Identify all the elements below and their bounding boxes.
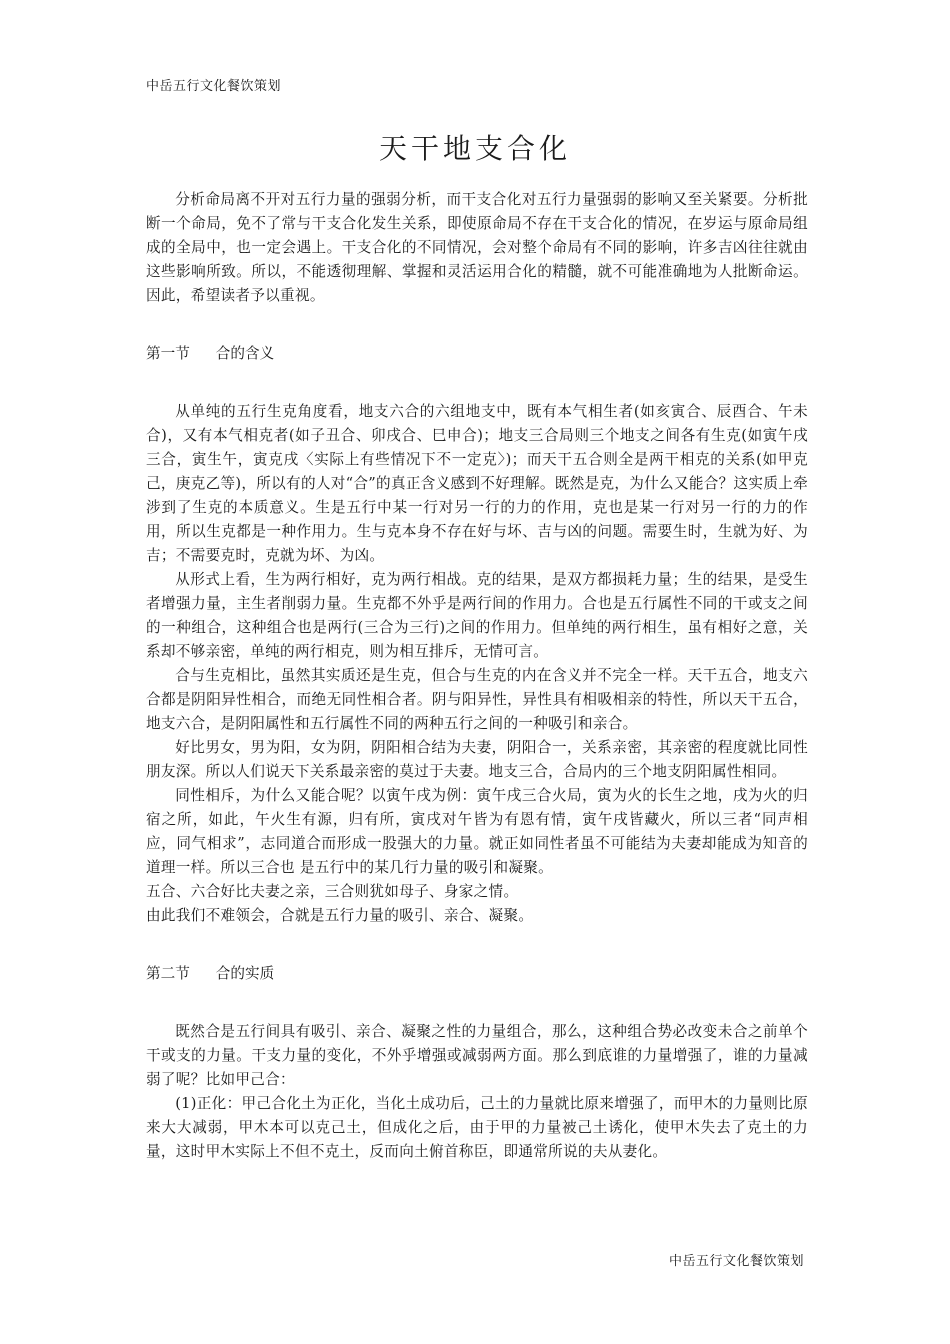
section-1-heading <box>146 342 808 366</box>
paragraph: 从单纯的五行生克角度看，地支六合的六组地支中，既有本气相生者(如亥寅合、辰酉合、午未合)，又有本气相克者(如子丑合、卯戌合、巳申合)；地支三合局则三个地支之间各有生克(如寅午戌三合，寅生午，寅克戌〈实际上有些情况下不一定克〉)；而天干五合则全是两干相克的关系(如甲克己，庚克乙等)，所以有的人对“合”的真正含义感到不好理解。既然是克，为什么又能合？这实质上牵涉到了生克的本质意义。生是五行中某一行对另一行的力的作用，克也是某一行对另一行的力的作用，所以生克都是一种作用力。生与克本身不存在好与坏、吉与凶的问题。需要生时，生就为好、为吉；不需要克时，克就为坏、为凶。 <box>146 403 808 564</box>
document-title: 天干地支合化 <box>378 131 571 165</box>
section-2-number: 第二节 <box>146 965 190 982</box>
paragraph: 合与生克相比，虽然其实质还是生克，但合与生克的内在含义并不完全一样。天干五合，地支六合都是阴阳异性相合，而绝无同性相合者。阴与阳异性，异性具有相吸相亲的特性，所以天干五合，地支六合，是阴阳属性和五行属性不同的两种五行之间的一种吸引和亲合。 <box>146 667 808 732</box>
page-footer: 中岳五行文化餐饮策划 <box>668 1254 804 1269</box>
paragraph: 既然合是五行间具有吸引、亲合、凝聚之性的力量组合，那么，这种组合势必改变未合之前单个干或支的力量。干支力量的变化，不外乎增强或减弱两方面。那么到底谁的力量增强了，谁的力量减弱了呢？比如甲己合： <box>146 1023 808 1088</box>
section-1-body <box>146 400 808 928</box>
paragraph: 同性相斥，为什么又能合呢？以寅午戌为例：寅午戌三合火局，寅为火的长生之地，戌为火的归宿之所，如此，午火生有源，归有所，寅戌对午皆为有恩有情，寅午戌皆藏火，所以三者“同声相应，同气相求”，志同道合而形成一股强大的力量。就正如同性者虽不可能结为夫妻却能成为知音的道理一样。所以三合也 是五行中的某几行力量的吸引和凝聚。 <box>146 787 808 876</box>
document-body <box>146 188 808 1164</box>
paragraph: (1)正化：甲己合化土为正化，当化土成功后，己土的力量就比原来增强了，而甲木的力量则比原来大大减弱，甲木本可以克己土，但成化之后，由于甲的力量被己土诱化，使甲木失去了克土的力量，这时甲木实际上不但不克土，反而向土俯首称臣，即通常所说的夫从妻化。 <box>146 1095 808 1160</box>
section-2-body <box>146 1020 808 1164</box>
paragraph: 五合、六合好比夫妻之亲，三合则犹如母子、身家之情。 <box>146 883 519 900</box>
section-2-heading <box>146 962 808 986</box>
section-1-title: 合的含义 <box>215 345 275 362</box>
paragraph: 由此我们不难领会，合就是五行力量的吸引、亲合、凝聚。 <box>146 907 534 924</box>
paragraph: 好比男女，男为阳，女为阴，阴阳相合结为夫妻，阴阳合一，关系亲密，其亲密的程度就比同性朋友深。所以人们说天下关系最亲密的莫过于夫妻。地支三合，合局内的三个地支阴阳属性相同。 <box>146 739 808 780</box>
intro-paragraph: 分析命局离不开对五行力量的强弱分析，而干支合化对五行力量强弱的影响又至关紧要。分析批断一个命局，免不了常与干支合化发生关系，即使原命局不存在干支合化的情况，在岁运与原命局组成的全局中，也一定会遇上。干支合化的不同情况，会对整个命局有不同的影响，许多吉凶往往就由这些影响所致。所以，不能透彻理解、掌握和灵活运用合化的精髓，就不可能准确地为人批断命运。因此，希望读者予以重视。 <box>146 191 808 304</box>
page-header: 中岳五行文化餐饮策划 <box>146 79 282 94</box>
section-2-title: 合的实质 <box>215 965 275 982</box>
section-1-number: 第一节 <box>146 345 190 362</box>
paragraph: 从形式上看，生为两行相好，克为两行相战。克的结果，是双方都损耗力量；生的结果，是受生者增强力量，主生者削弱力量。生克都不外乎是两行间的作用力。合也是五行属性不同的干或支之间的一种组合，这种组合也是两行(三合为三行)之间的作用力。但单纯的两行相生，虽有相好之意，关系却不够亲密，单纯的两行相克，则为相互排斥，无情可言。 <box>146 571 808 660</box>
